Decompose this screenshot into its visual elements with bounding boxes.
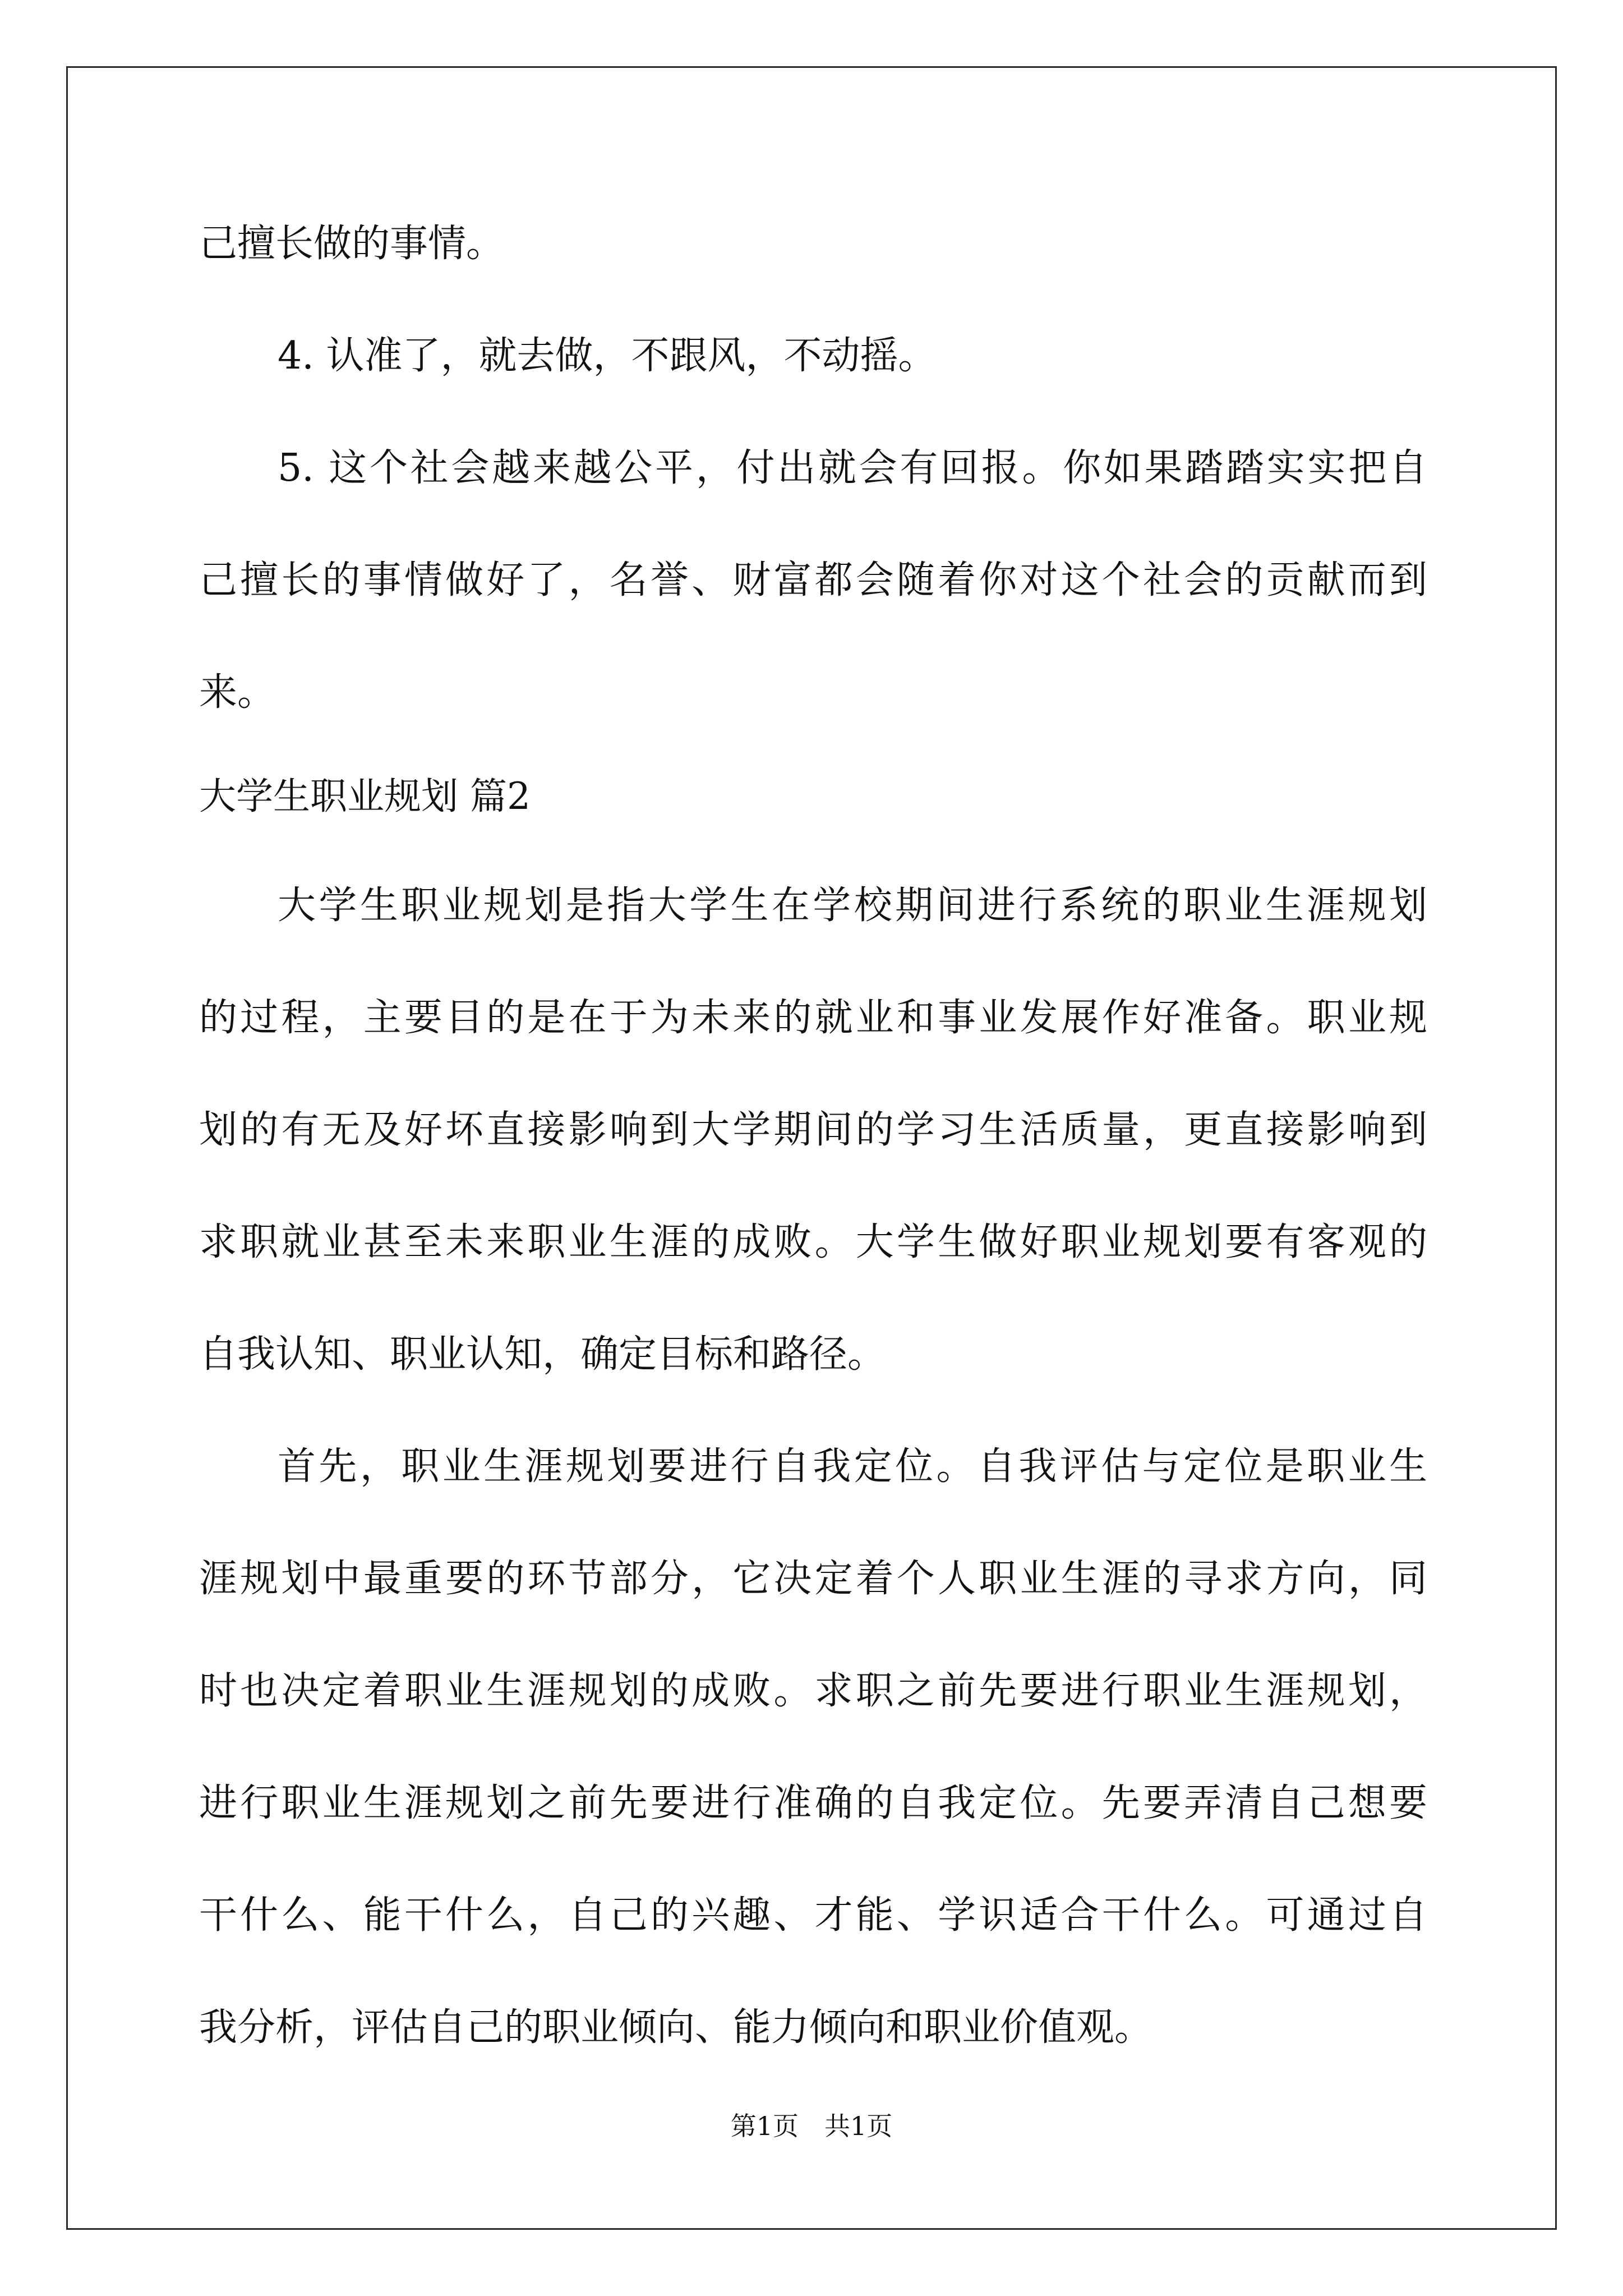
paragraph-5-line-4: 进行职业生涯规划之前先要进行准确的自我定位。先要弄清自己想要 [199,1781,1427,1825]
paragraph-3-line-3: 来。 [199,670,276,715]
paragraph-5-line-1: 首先，职业生涯规划要进行自我定位。自我评估与定位是职业生 [278,1444,1427,1489]
section-title: 大学生职业规划 篇2 [199,775,531,818]
paragraph-5-line-2: 涯规划中最重要的环节部分，它决定着个人职业生涯的寻求方向，同 [199,1557,1427,1601]
paragraph-1-line-1: 己擅长做的事情。 [199,222,505,266]
paragraph-3-line-1: 5. 这个社会越来越公平，付出就会有回报。你如果踏踏实实把自 [278,446,1427,490]
paragraph-4-line-5: 自我认知、职业认知，确定目标和路径。 [199,1332,886,1377]
paragraph-4-line-2: 的过程，主要目的是在于为未来的就业和事业发展作好准备。职业规 [199,996,1427,1040]
page-footer: 第1页 共1页 [730,2111,893,2141]
paragraph-5-line-3: 时也决定着职业生涯规划的成败。求职之前先要进行职业生涯规划， [199,1669,1427,1713]
paragraph-5-line-6: 我分析，评估自己的职业倾向、能力倾向和职业价值观。 [199,2005,1153,2050]
paragraph-4-line-4: 求职就业甚至未来职业生涯的成败。大学生做好职业规划要有客观的 [199,1220,1427,1264]
paragraph-4-line-1: 大学生职业规划是指大学生在学校期间进行系统的职业生涯规划 [278,884,1427,928]
paragraph-4-line-3: 划的有无及好坏直接影响到大学期间的学习生活质量，更直接影响到 [199,1108,1427,1152]
paragraph-5-line-5: 干什么、能干什么，自己的兴趣、才能、学识适合干什么。可通过自 [199,1893,1427,1938]
paragraph-3-line-2: 己擅长的事情做好了，名誉、财富都会随着你对这个社会的贡献而到 [199,558,1427,602]
paragraph-2-line-1: 4. 认准了，就去做，不跟风，不动摇。 [278,334,937,378]
